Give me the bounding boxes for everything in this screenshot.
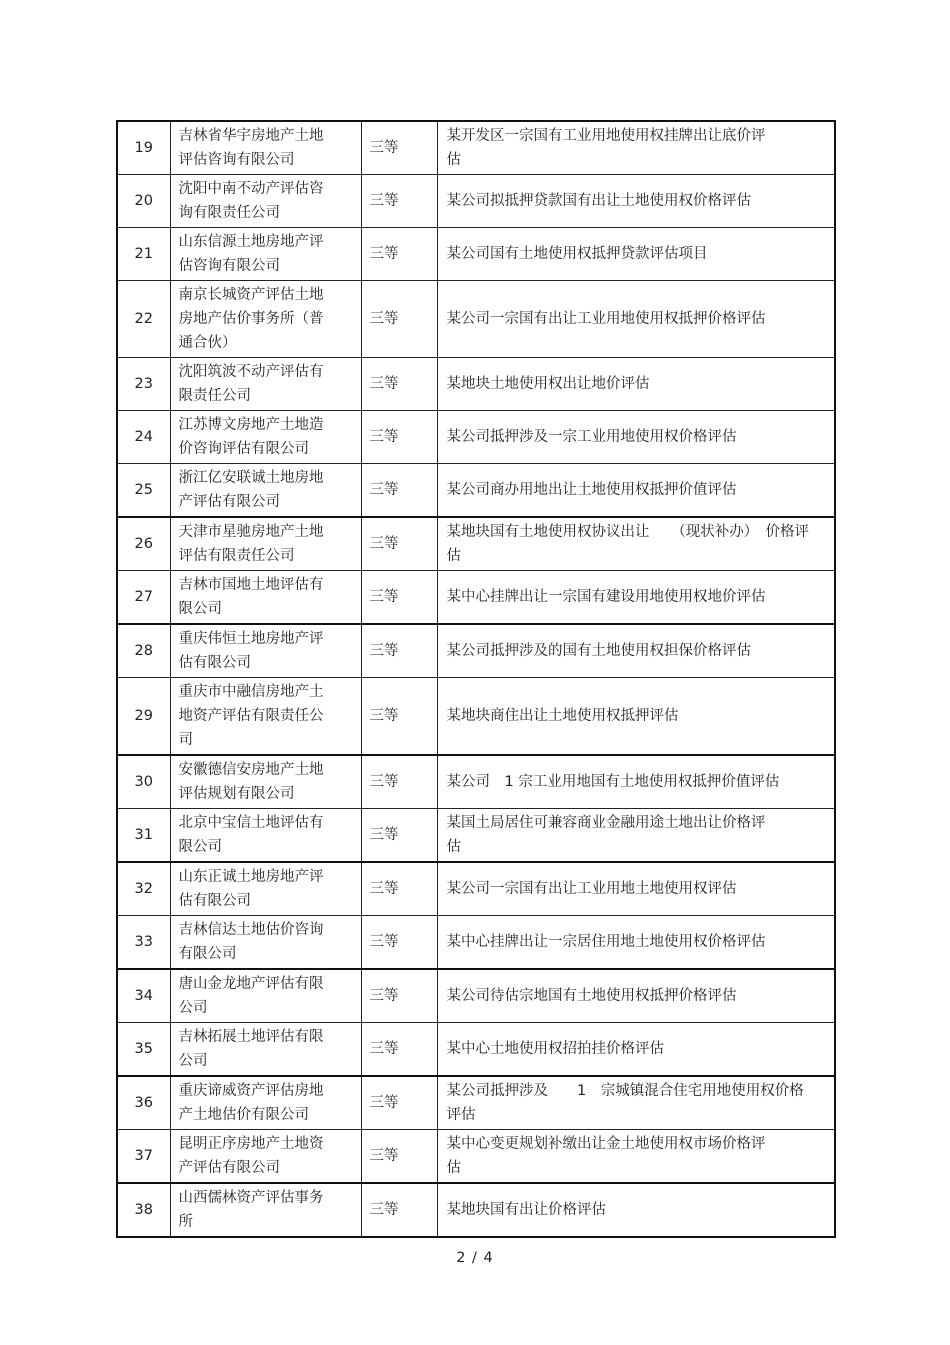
award-grade: 三等	[361, 517, 437, 571]
project-title-line: 某公司国有土地使用权抵押贷款评估项目	[446, 246, 708, 262]
company-name	[170, 121, 361, 175]
company-name-line: 重庆伟恒土地房地产评	[178, 631, 324, 647]
project-title	[437, 916, 835, 970]
company-name	[170, 755, 361, 809]
project-title-line: 某中心挂牌出让一宗居住用地土地使用权价格评估	[446, 934, 766, 950]
row-number: 30	[117, 755, 170, 809]
award-grade: 三等	[361, 969, 437, 1023]
row-number: 31	[117, 809, 170, 863]
award-grade: 三等	[361, 175, 437, 228]
company-name	[170, 1023, 361, 1077]
company-name-line: 昆明正序房地产土地资	[178, 1136, 324, 1152]
company-name-line: 山东信源土地房地产评	[178, 234, 324, 250]
company-name-line: 估有限公司	[178, 893, 251, 909]
company-name-line: 产土地估价有限公司	[178, 1107, 309, 1123]
row-number: 35	[117, 1023, 170, 1077]
company-name	[170, 281, 361, 358]
project-title-line: 某公司待估宗地国有土地使用权抵押价格评估	[446, 988, 737, 1004]
company-name-line: 重庆市中融信房地产土	[178, 684, 324, 700]
award-grade: 三等	[361, 411, 437, 464]
row-number: 22	[117, 281, 170, 358]
award-grade: 三等	[361, 121, 437, 175]
table-row	[117, 358, 835, 411]
project-title-line: 某公司商办用地出让土地使用权抵押价值评估	[446, 482, 737, 498]
project-title	[437, 678, 835, 756]
project-title-line: 某中心挂牌出让一宗国有建设用地使用权地价评估	[446, 589, 766, 605]
company-name-line: 评估有限责任公司	[178, 548, 295, 564]
table-row	[117, 1183, 835, 1237]
company-name	[170, 1130, 361, 1184]
company-name-line: 评估规划有限公司	[178, 786, 295, 802]
table-row	[117, 1023, 835, 1077]
award-grade: 三等	[361, 571, 437, 625]
company-name-line: 限公司	[178, 601, 222, 617]
project-title-line: 某公司拟抵押贷款国有出让土地使用权价格评估	[446, 193, 751, 209]
project-title	[437, 464, 835, 518]
award-grade: 三等	[361, 228, 437, 281]
company-name	[170, 916, 361, 970]
table-row	[117, 969, 835, 1023]
project-title-line: 估	[446, 548, 461, 564]
project-title-line: 某开发区一宗国有工业用地使用权挂牌出让底价评	[446, 128, 766, 144]
project-title-line: 某地块国有土地使用权协议出让 （现状补办） 价格评	[446, 524, 809, 540]
table-row	[117, 175, 835, 228]
row-number: 23	[117, 358, 170, 411]
row-number: 29	[117, 678, 170, 756]
row-number: 28	[117, 624, 170, 678]
project-title	[437, 517, 835, 571]
project-title	[437, 1076, 835, 1130]
company-name-line: 估有限公司	[178, 655, 251, 671]
project-title	[437, 1023, 835, 1077]
award-grade: 三等	[361, 862, 437, 916]
project-title-line: 某公司一宗国有出让工业用地土地使用权评估	[446, 881, 737, 897]
table-row	[117, 862, 835, 916]
company-name	[170, 517, 361, 571]
project-title-line: 估	[446, 839, 461, 855]
company-name	[170, 862, 361, 916]
table-row	[117, 228, 835, 281]
company-name-line: 评估咨询有限公司	[178, 152, 295, 168]
table-row	[117, 809, 835, 863]
project-title	[437, 624, 835, 678]
company-name-line: 重庆谛威资产评估房地	[178, 1083, 324, 1099]
table-row	[117, 411, 835, 464]
project-title-line: 某公司一宗国有出让工业用地使用权抵押价格评估	[446, 311, 766, 327]
project-title	[437, 228, 835, 281]
company-name	[170, 464, 361, 518]
project-title-line: 某中心土地使用权招拍挂价格评估	[446, 1041, 664, 1057]
row-number: 27	[117, 571, 170, 625]
award-grade: 三等	[361, 755, 437, 809]
company-name-line: 沈阳中南不动产评估咨	[178, 181, 324, 197]
project-title	[437, 755, 835, 809]
project-title	[437, 411, 835, 464]
company-name-line: 产评估有限公司	[178, 494, 280, 510]
award-grade: 三等	[361, 678, 437, 756]
project-title	[437, 862, 835, 916]
row-number: 38	[117, 1183, 170, 1237]
row-number: 19	[117, 121, 170, 175]
row-number: 33	[117, 916, 170, 970]
company-name-line: 浙江亿安联诚土地房地	[178, 470, 324, 486]
table-row	[117, 517, 835, 571]
award-grade: 三等	[361, 916, 437, 970]
project-title-line: 某公司 1 宗工业用地国有土地使用权抵押价值评估	[446, 774, 780, 790]
company-name-line: 公司	[178, 1000, 208, 1016]
project-title-line: 评估	[446, 1107, 476, 1123]
project-title-line: 某国土局居住可兼容商业金融用途土地出让价格评	[446, 815, 766, 831]
award-table	[116, 120, 836, 1238]
company-name-line: 所	[178, 1214, 193, 1230]
company-name-line: 产评估有限公司	[178, 1160, 280, 1176]
row-number: 34	[117, 969, 170, 1023]
row-number: 37	[117, 1130, 170, 1184]
company-name-line: 山西儒林资产评估事务	[178, 1190, 324, 1206]
award-grade: 三等	[361, 1130, 437, 1184]
row-number: 36	[117, 1076, 170, 1130]
project-title	[437, 1130, 835, 1184]
company-name-line: 询有限责任公司	[178, 205, 280, 221]
award-grade: 三等	[361, 1023, 437, 1077]
project-title	[437, 175, 835, 228]
project-title-line: 某地块商住出让土地使用权抵押评估	[446, 708, 679, 724]
company-name	[170, 175, 361, 228]
project-title	[437, 1183, 835, 1237]
company-name-line: 司	[178, 732, 193, 748]
table-row	[117, 678, 835, 756]
row-number: 26	[117, 517, 170, 571]
award-grade: 三等	[361, 358, 437, 411]
table-row	[117, 571, 835, 625]
project-title	[437, 121, 835, 175]
row-number: 21	[117, 228, 170, 281]
company-name	[170, 809, 361, 863]
company-name-line: 限公司	[178, 839, 222, 855]
award-grade: 三等	[361, 1183, 437, 1237]
company-name	[170, 624, 361, 678]
project-title-line: 某公司抵押涉及 1 宗城镇混合住宅用地使用权价格	[446, 1083, 804, 1099]
table-row	[117, 464, 835, 518]
company-name	[170, 571, 361, 625]
table-row	[117, 121, 835, 175]
company-name-line: 山东正诚土地房地产评	[178, 869, 324, 885]
company-name-line: 价咨询评估有限公司	[178, 441, 309, 457]
company-name-line: 北京中宝信土地评估有	[178, 815, 324, 831]
award-grade: 三等	[361, 1076, 437, 1130]
award-grade: 三等	[361, 809, 437, 863]
company-name-line: 限责任公司	[178, 388, 251, 404]
company-name-line: 唐山金龙地产评估有限	[178, 976, 324, 992]
project-title	[437, 281, 835, 358]
company-name	[170, 969, 361, 1023]
project-title	[437, 809, 835, 863]
row-number: 20	[117, 175, 170, 228]
company-name-line: 南京长城资产评估土地	[178, 287, 324, 303]
table-row	[117, 755, 835, 809]
row-number: 25	[117, 464, 170, 518]
table-row	[117, 281, 835, 358]
project-title	[437, 571, 835, 625]
company-name-line: 天津市星驰房地产土地	[178, 524, 324, 540]
table-row	[117, 1076, 835, 1130]
award-grade: 三等	[361, 624, 437, 678]
row-number: 24	[117, 411, 170, 464]
company-name-line: 吉林市国地土地评估有	[178, 577, 324, 593]
table-row	[117, 624, 835, 678]
project-title-line: 估	[446, 152, 461, 168]
company-name-line: 估咨询有限公司	[178, 258, 280, 274]
table-row	[117, 916, 835, 970]
company-name-line: 房地产估价事务所（普	[178, 311, 324, 327]
award-grade: 三等	[361, 281, 437, 358]
company-name	[170, 678, 361, 756]
company-name-line: 吉林拓展土地评估有限	[178, 1029, 324, 1045]
company-name-line: 沈阳筑波不动产评估有	[178, 364, 324, 380]
project-title-line: 某公司抵押涉及的国有土地使用权担保价格评估	[446, 643, 751, 659]
project-title-line: 某公司抵押涉及一宗工业用地使用权价格评估	[446, 429, 737, 445]
company-name-line: 江苏博文房地产土地造	[178, 417, 324, 433]
project-title-line: 某地块国有出让价格评估	[446, 1202, 606, 1218]
company-name-line: 地资产评估有限责任公	[178, 708, 324, 724]
project-title	[437, 969, 835, 1023]
table-row	[117, 1130, 835, 1184]
project-title	[437, 358, 835, 411]
project-title-line: 某中心变更规划补缴出让金土地使用权市场价格评	[446, 1136, 766, 1152]
company-name-line: 公司	[178, 1053, 208, 1069]
company-name	[170, 1183, 361, 1237]
company-name	[170, 358, 361, 411]
company-name-line: 安徽德信安房地产土地	[178, 762, 324, 778]
project-title-line: 某地块土地使用权出让地价评估	[446, 376, 650, 392]
company-name	[170, 1076, 361, 1130]
company-name	[170, 228, 361, 281]
company-name-line: 通合伙）	[178, 335, 237, 351]
row-number: 32	[117, 862, 170, 916]
company-name-line: 吉林信达土地估价咨询	[178, 922, 324, 938]
award-grade: 三等	[361, 464, 437, 518]
page-number: 2 / 4	[456, 1250, 494, 1266]
project-title-line: 估	[446, 1160, 461, 1176]
company-name-line: 吉林省华宇房地产土地	[178, 128, 324, 144]
company-name	[170, 411, 361, 464]
company-name-line: 有限公司	[178, 946, 237, 962]
